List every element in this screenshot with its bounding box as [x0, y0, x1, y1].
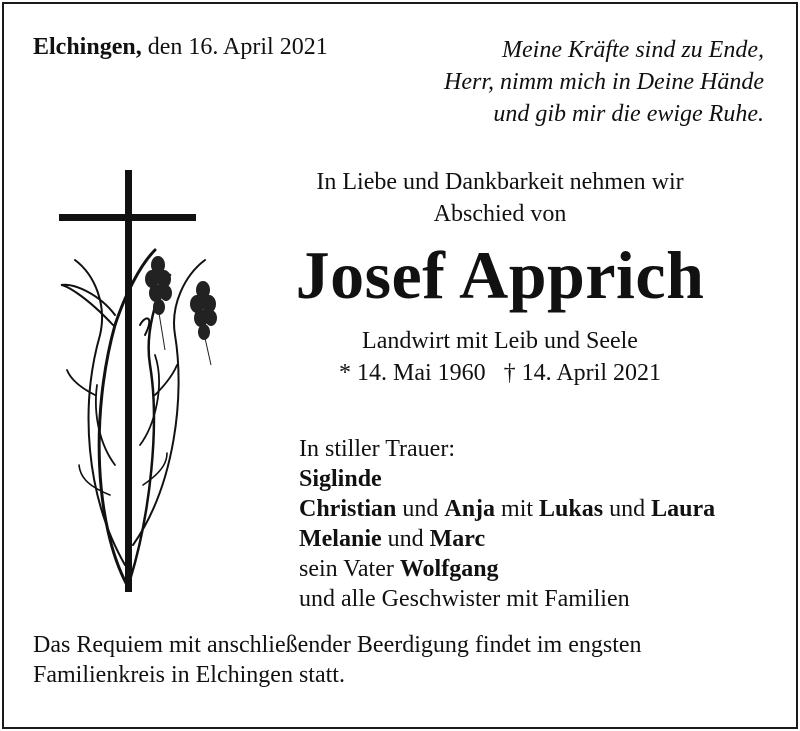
mourner-name: Wolfgang [399, 556, 499, 582]
date: den 16. April 2021 [147, 34, 328, 60]
death-date: † 14. April 2021 [503, 360, 661, 386]
closing-note [33, 630, 642, 690]
deceased-name: Josef Apprich [295, 237, 705, 313]
mourner-line: und alle Geschwister mit Familien [299, 586, 630, 612]
mourners [299, 434, 715, 614]
connector: und [603, 496, 652, 522]
mourner-name: Marc [429, 526, 486, 552]
connector: und [396, 496, 445, 522]
intro-line: Abschied von [433, 201, 567, 227]
mourner-name: Laura [651, 496, 716, 522]
mourner-name: Siglinde [299, 466, 382, 492]
mourner-name: Christian [299, 496, 397, 522]
mourners-heading: In stiller Trauer: [299, 436, 455, 462]
connector: und [381, 526, 430, 552]
place: Elchingen, [33, 34, 142, 60]
intro-line: In Liebe und Dankbarkeit nehmen wir [316, 169, 684, 195]
verse [444, 34, 764, 130]
mourner-name: Anja [444, 496, 496, 522]
occupation: Landwirt mit Leib und Seele [362, 328, 638, 354]
mourner-line [299, 524, 715, 554]
place-date [33, 34, 328, 61]
verse-line: und gib mir die ewige Ruhe. [493, 101, 764, 127]
mourner-name: Melanie [299, 526, 382, 552]
connector: mit [495, 496, 540, 522]
cross-with-wheat-icon [55, 165, 225, 597]
mourner-line [299, 494, 715, 524]
connector: sein Vater [299, 556, 400, 582]
closing-line: Familienkreis in Elchingen statt. [33, 662, 345, 688]
verse-line: Meine Kräfte sind zu Ende, [502, 37, 764, 63]
birth-date: * 14. Mai 1960 [338, 360, 486, 386]
mourner-line [299, 464, 715, 494]
closing-line: Das Requiem mit anschließender Beerdigung findet im engsten [33, 632, 642, 658]
verse-line: Herr, nimm mich in Deine Hände [444, 69, 764, 95]
life-dates [280, 360, 720, 387]
mourner-name: Lukas [539, 496, 604, 522]
intro [280, 166, 720, 230]
mourner-line [299, 554, 715, 584]
